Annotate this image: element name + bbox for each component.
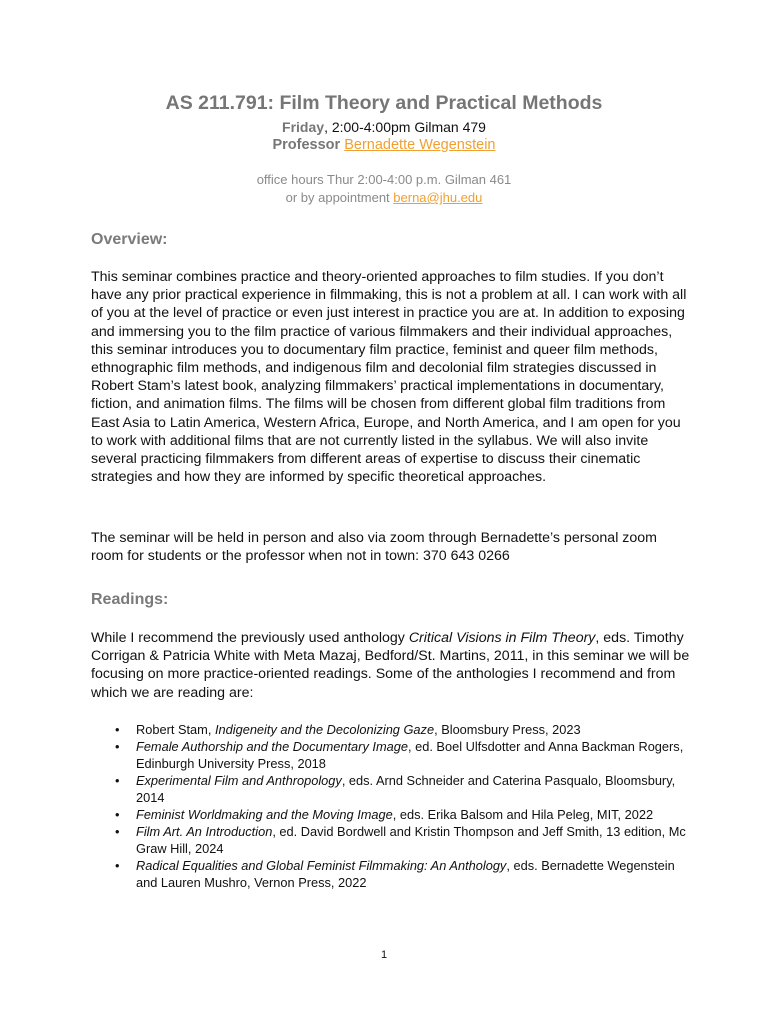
overview-heading: Overview:	[91, 231, 168, 248]
appointment-prefix: or by appointment	[285, 190, 394, 205]
bullet: •	[115, 807, 120, 822]
bullet: •	[115, 773, 120, 788]
office-hours: office hours Thur 2:00-4:00 p.m. Gilman 461	[256, 172, 512, 187]
reading-title: Indigeneity and the Decolonizing Gaze	[214, 722, 435, 737]
reading-post: , eds. Erika Balsom and Hila Peleg, MIT, 2022	[392, 807, 654, 822]
reading-title: Film Art. An Introduction	[136, 824, 273, 839]
reading-title: Female Authorship and the Documentary Image	[136, 739, 408, 754]
reading-item	[91, 721, 691, 738]
appointment-line	[0, 190, 768, 205]
bullet: •	[115, 824, 120, 839]
reading-item	[91, 806, 691, 823]
reading-post: , ed. David Bordwell and Kristin Thompson and Jeff Smith, 13 edition, Mc Graw Hill, 2024	[136, 824, 686, 856]
overview-paragraph: This seminar combines practice and theory-oriented approaches to film studies. If you don’t have any prior practical experience in filmmaking, this is not a problem at all. I can work with all of you at the level of practice or even just interest in practice you are at. In addition to exposing and immersing you to the film practice of various filmmakers and their individual approaches, this seminar introduces you to documentary film practice, feminist and queer film methods, ethnographic film methods, and indigenous film and decolonial film strategies discussed in Robert Stam’s latest book, analyzing filmmakers’ practical implementations in documentary, fiction, and animation films. The films will be chosen from different global film traditions from East Asia to Latin America, Western Africa, Europe, and North America, and I am open for you to work with additional films that are not currently listed in the syllabus. We will also invite several practicing filmmakers from different areas of expertise to discuss their cinematic strategies and how they are informed by specific theoretical approaches.	[91, 269, 687, 486]
readings-intro-before: While I recommend the previously used anthology	[91, 630, 409, 646]
readings-intro	[91, 629, 691, 702]
email-link[interactable]: berna@jhu.edu	[393, 190, 483, 205]
reading-item	[91, 857, 691, 891]
zoom-paragraph: The seminar will be held in person and also via zoom through Bernadette’s personal zoom room for students or the professor when not in town: 370 643 0266	[91, 530, 657, 565]
course-title: AS 211.791: Film Theory and Practical Methods	[165, 92, 603, 114]
professor-name-link[interactable]: Bernadette Wegenstein	[344, 137, 496, 153]
readings-intro-title: Critical Visions in Film Theory	[408, 630, 596, 646]
reading-post: , eds. Arnd Schneider and Caterina Pasqualo, Bloomsbury, 2014	[136, 773, 676, 805]
bullet: •	[115, 858, 120, 873]
reading-item	[91, 738, 691, 772]
bullet: •	[115, 739, 120, 754]
bullet: •	[115, 722, 120, 737]
reading-title: Radical Equalities and Global Feminist Filmmaking: An Anthology	[136, 858, 507, 873]
reading-item	[91, 772, 691, 806]
reading-post: , Bloomsbury Press, 2023	[434, 722, 581, 737]
class-time-location: , 2:00-4:00pm Gilman 479	[324, 119, 486, 135]
class-schedule	[0, 119, 768, 135]
readings-list	[91, 721, 691, 891]
professor-line	[0, 137, 768, 153]
class-day: Friday	[282, 119, 325, 135]
page-number: 1	[380, 949, 388, 961]
readings-heading: Readings:	[91, 591, 169, 608]
reading-item	[91, 823, 691, 857]
professor-label: Professor	[272, 137, 345, 153]
readings-intro-after: , eds. Timothy Corrigan & Patricia White with Meta Mazaj, Bedford/St. Martins, 2011, in this seminar we will be focusing on more practice-oriented readings. Some of the anthologies I recommend and from which we are reading are:	[91, 630, 690, 701]
reading-post: , eds. Bernadette Wegenstein and Lauren Mushro, Vernon Press, 2022	[136, 858, 675, 890]
reading-title: Experimental Film and Anthropology	[136, 773, 342, 788]
reading-pre: Robert Stam,	[136, 722, 215, 737]
reading-title: Feminist Worldmaking and the Moving Image	[136, 807, 393, 822]
reading-post: , ed. Boel Ulfsdotter and Anna Backman Rogers, Edinburgh University Press, 2018	[136, 739, 684, 771]
